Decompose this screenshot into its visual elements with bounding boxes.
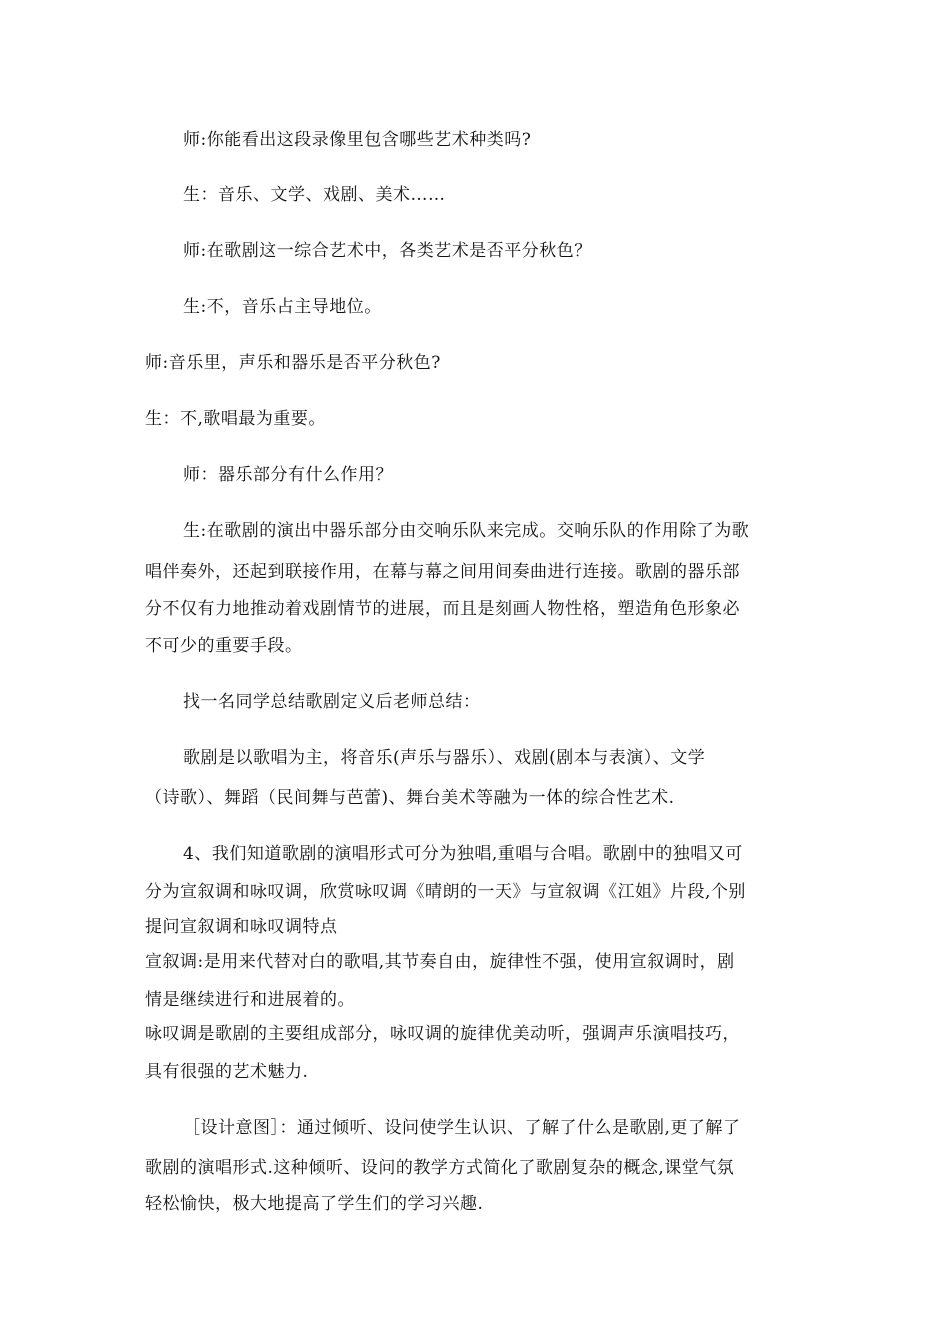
student-answer-line: 分不仅有力地推动着戏剧情节的进展，而且是刻画人物性格，塑造角色形象必 [145,599,740,619]
aria-line: 咏叹调是歌剧的主要组成部分，咏叹调的旋律优美动听，强调声乐演唱技巧， [145,1024,740,1044]
student-answer-line: 生:在歌剧的演出中器乐部分由交响乐队来完成。交响乐队的作用除了为歌 [183,521,750,541]
section4-line: 提问宣叙调和咏叹调特点 [145,917,338,937]
summary-intro: 找一名同学总结歌剧定义后老师总结： [183,692,481,712]
definition-line: 歌剧是以歌唱为主，将音乐(声乐与器乐）、戏剧(剧本与表演）、文学 [183,748,706,768]
student-answer-line: 唱伴奏外，还起到联接作用，在幕与幕之间用间奏曲进行连接。歌剧的器乐部 [145,562,740,582]
section4-line: 4、我们知道歌剧的演唱形式可分为独唱,重唱与合唱。歌剧中的独唱又可 [183,844,743,864]
dialogue-line: 生:不，音乐占主导地位。 [183,297,382,317]
dialogue-line: 师:音乐里，声乐和器乐是否平分秋色? [145,353,441,373]
dialogue-line: 生：不,歌唱最为重要。 [145,409,326,429]
design-intent-line: 歌剧的演唱形式.这种倾听、设问的教学方式简化了歌剧复杂的概念,课堂气氛 [145,1158,735,1178]
dialogue-line: 师：器乐部分有什么作用？ [183,465,393,485]
design-intent-line: 轻松愉快，极大地提高了学生们的学习兴趣. [145,1194,484,1214]
aria-line: 具有很强的艺术魅力. [145,1062,309,1082]
dialogue-line: 师:你能看出这段录像里包含哪些艺术种类吗? [183,130,532,150]
design-intent-line: ［设计意图］：通过倾听、设问使学生认识、了解了什么是歌剧,更了解了 [183,1118,741,1138]
recitative-line: 情是继续进行和进展着的。 [145,990,355,1010]
definition-line: （诗歌）、舞蹈（民间舞与芭蕾)、舞台美术等融为一体的综合性艺术. [145,788,675,808]
section4-line: 分为宣叙调和咏叹调，欣赏咏叹调《晴朗的一天》与宣叙调《江姐》片段,个别 [145,882,746,902]
student-answer-line: 不可少的重要手段。 [145,636,303,656]
recitative-line: 宣叙调:是用来代替对白的歌唱,其节奏自由，旋律性不强，使用宣叙调时，剧 [145,952,735,972]
dialogue-line: 师:在歌剧这一综合艺术中，各类艺术是否平分秋色？ [183,241,592,261]
dialogue-line: 生：音乐、文学、戏剧、美术…… [183,185,446,205]
